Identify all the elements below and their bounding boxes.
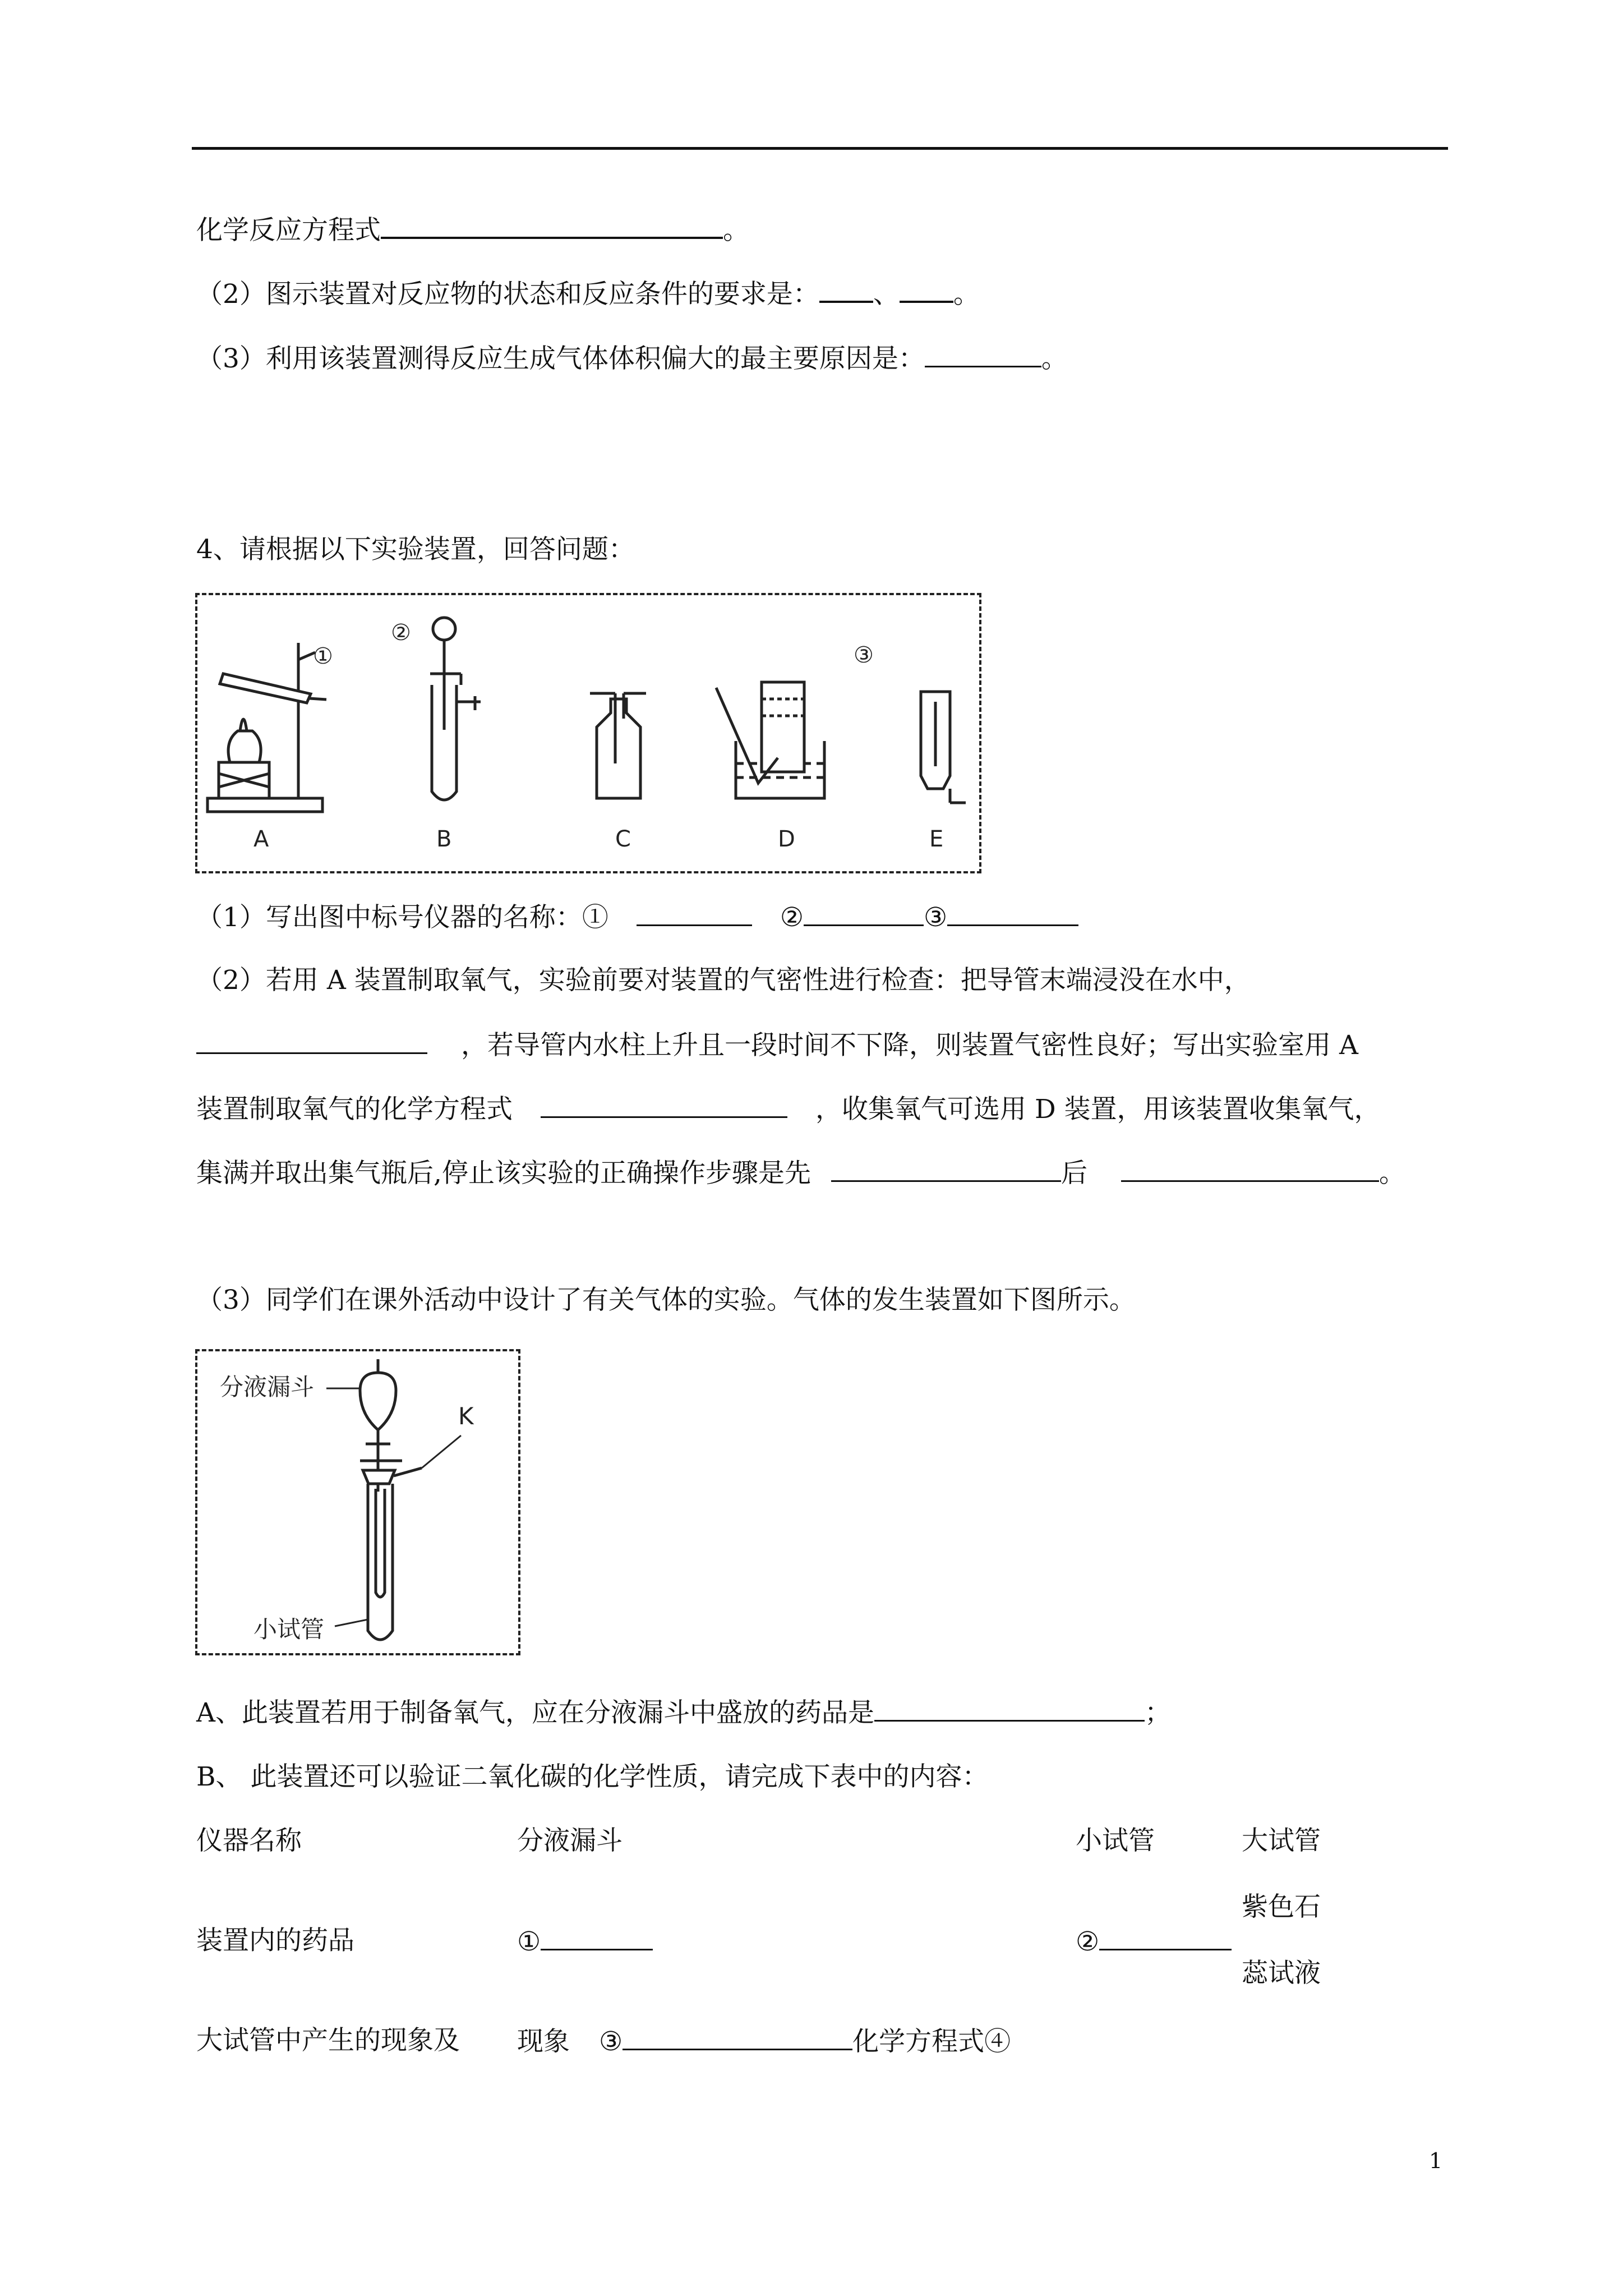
answer-blank[interactable] xyxy=(900,276,953,303)
table-cell: 大试管中产生的现象及 xyxy=(196,2025,460,2056)
answer-blank[interactable] xyxy=(1121,1156,1379,1182)
table-cell: ① xyxy=(517,1924,653,1959)
answer-blank-1[interactable] xyxy=(637,900,752,926)
gas-generator-figure xyxy=(195,1349,520,1655)
answer-blank[interactable] xyxy=(819,276,873,303)
q3-line-3: （3）利用该装置测得反应生成气体体积偏大的最主要原因是： 。 xyxy=(196,341,1068,376)
table-cell: 大试管 xyxy=(1242,1825,1321,1856)
answer-blank[interactable] xyxy=(831,1156,1061,1182)
table-cell: 装置内的药品 xyxy=(196,1925,354,1956)
table-cell: 蕊试液 xyxy=(1242,1958,1321,1989)
header-rule xyxy=(192,147,1448,150)
q3-line-2: （2）图示装置对反应物的状态和反应条件的要求是： 、 。 xyxy=(196,276,980,311)
table-cell: 仪器名称 xyxy=(196,1825,302,1856)
label-small-tube: 小试管 xyxy=(253,1616,325,1643)
answer-blank-3[interactable] xyxy=(947,900,1078,926)
q4-sub2-line2: ，若导管内水柱上升且一段时间不下降，则装置气密性良好；写出实验室用 A xyxy=(196,1028,1358,1062)
table-cell: 紫色石 xyxy=(1242,1892,1321,1922)
table-cell: 分液漏斗 xyxy=(517,1825,623,1856)
answer-blank[interactable] xyxy=(541,1092,787,1118)
answer-blank[interactable] xyxy=(381,212,723,239)
q4-part-a: A、此装置若用于制备氧气，应在分液漏斗中盛放的药品是 ； xyxy=(196,1695,1171,1730)
q4-sub2-line1: （2）若用 A 装置制取氧气，实验前要对装置的气密性进行检查：把导管末端浸没在水中， xyxy=(196,965,1251,996)
q4-sub2-line4: 集满并取出集气瓶后,停止该实验的正确操作步骤是先 后 。 xyxy=(196,1156,1405,1190)
gas-generator-diagram xyxy=(197,1351,523,1658)
table-cell: 小试管 xyxy=(1076,1825,1155,1856)
table-cell: ② xyxy=(1076,1924,1232,1959)
answer-blank[interactable] xyxy=(874,1695,1145,1722)
q4-sub1: （1）写出图中标号仪器的名称：① ② ③ xyxy=(196,900,1078,935)
q3-line-1: 化学反应方程式 。 xyxy=(196,212,749,247)
marker-3: ③ xyxy=(854,642,874,668)
answer-blank-table-3[interactable] xyxy=(623,2024,852,2050)
q4-sub2-line3: 装置制取氧气的化学方程式 ，收集氧气可选用 D 装置，用该装置收集氧气， xyxy=(196,1092,1381,1126)
answer-blank-table-2[interactable] xyxy=(1099,1924,1232,1950)
label-k: K xyxy=(458,1402,474,1430)
label-c: C xyxy=(615,826,631,852)
label-b: B xyxy=(436,826,452,852)
answer-blank[interactable] xyxy=(925,341,1041,367)
q4-part-b: B、 此装置还可以验证二氧化碳的化学性质，请完成下表中的内容： xyxy=(196,1761,989,1792)
apparatus-diagram xyxy=(197,595,984,876)
answer-blank-2[interactable] xyxy=(804,900,924,926)
page-number: 1 xyxy=(1429,2148,1443,2173)
label-a: A xyxy=(253,826,269,852)
answer-blank-table-1[interactable] xyxy=(541,1924,653,1950)
answer-blank[interactable] xyxy=(196,1028,427,1054)
label-d: D xyxy=(778,826,795,852)
apparatus-figure xyxy=(195,593,981,873)
table-cell: 现象 ③ 化学方程式④ xyxy=(517,2024,1011,2059)
label-e: E xyxy=(929,826,944,852)
label-separatory-funnel: 分液漏斗 xyxy=(220,1373,315,1401)
q4-sub3: （3）同学们在课外活动中设计了有关气体的实验。气体的发生装置如下图所示。 xyxy=(196,1285,1136,1315)
marker-1: ① xyxy=(313,643,333,669)
q4-title: 4、请根据以下实验装置，回答问题： xyxy=(196,534,635,565)
marker-2: ② xyxy=(391,620,411,646)
